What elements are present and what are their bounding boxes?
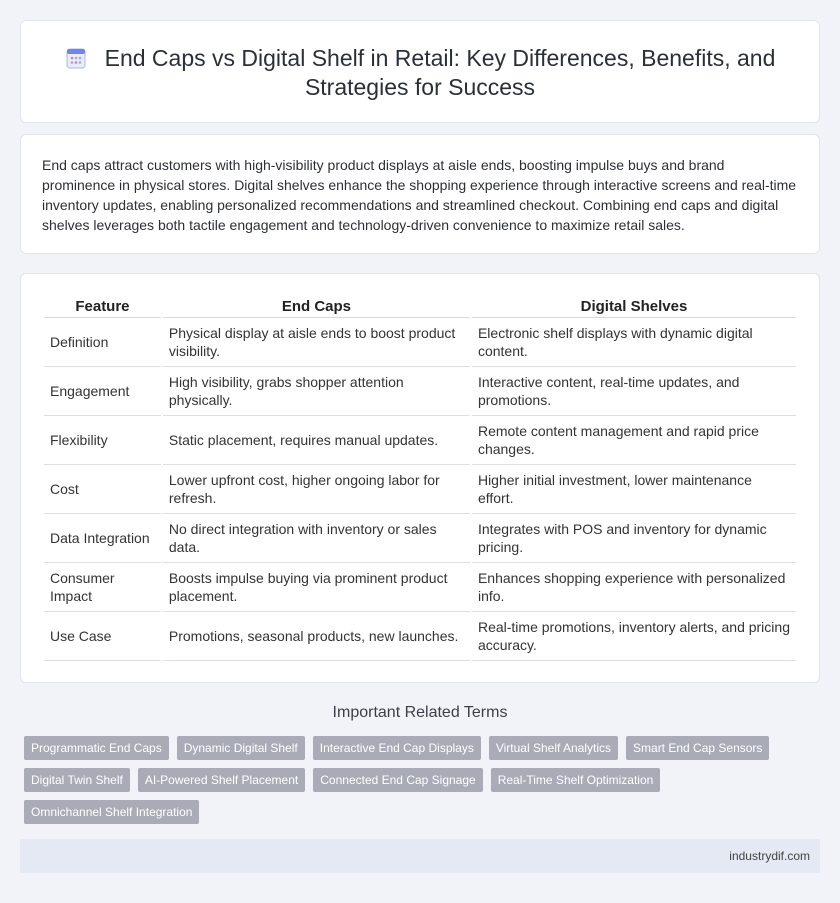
related-term-tag[interactable]: Omnichannel Shelf Integration bbox=[24, 800, 199, 824]
intro-card bbox=[20, 134, 820, 254]
end-caps-cell: Promotions, seasonal products, new launches. bbox=[163, 612, 470, 661]
table-row bbox=[44, 612, 796, 661]
page-title-wrap bbox=[61, 44, 779, 102]
related-term-tag[interactable]: Virtual Shelf Analytics bbox=[489, 736, 618, 760]
intro-paragraph: End caps attract customers with high-visibility product displays at aisle ends, boosting impulse buys and brand prominence in physical stores. Digital shelves enhance the shopping experience through interactive screens and real-time inventory updates, enabling personalized recommendations and streamlined checkout. Combining end caps and digital shelves leverages both tactile engagement and technology-driven convenience to maximize retail sales. bbox=[42, 157, 797, 233]
table-row bbox=[44, 416, 796, 465]
page-title: End Caps vs Digital Shelf in Retail: Key Differences, Benefits, and Strategies for Success bbox=[104, 45, 776, 100]
related-terms-title: Important Related Terms bbox=[332, 704, 508, 721]
related-term-tag[interactable]: Real-Time Shelf Optimization bbox=[491, 768, 661, 792]
end-caps-cell: Static placement, requires manual updates. bbox=[163, 416, 470, 465]
related-term-tag[interactable]: Programmatic End Caps bbox=[24, 736, 169, 760]
digital-shelves-cell: Real-time promotions, inventory alerts, and pricing accuracy. bbox=[472, 612, 796, 661]
related-terms-tags bbox=[24, 736, 784, 832]
feature-cell: Flexibility bbox=[44, 416, 161, 465]
feature-cell: Use Case bbox=[44, 612, 161, 661]
related-term-tag[interactable]: Smart End Cap Sensors bbox=[626, 736, 769, 760]
digital-shelves-cell: Enhances shopping experience with personalized info. bbox=[472, 563, 796, 612]
table-row bbox=[44, 563, 796, 612]
document-grid-icon bbox=[65, 47, 87, 69]
column-header-feature: Feature bbox=[44, 296, 161, 318]
digital-shelves-cell: Electronic shelf displays with dynamic digital content. bbox=[472, 318, 796, 367]
footer-site-link[interactable]: industrydif.com bbox=[729, 849, 810, 863]
digital-shelves-cell: Remote content management and rapid price changes. bbox=[472, 416, 796, 465]
feature-cell: Cost bbox=[44, 465, 161, 514]
feature-cell: Consumer Impact bbox=[44, 563, 161, 612]
header-card bbox=[20, 20, 820, 123]
related-term-tag[interactable]: Dynamic Digital Shelf bbox=[177, 736, 305, 760]
comparison-table bbox=[42, 296, 798, 661]
column-header-digital-shelves: Digital Shelves bbox=[472, 296, 796, 318]
digital-shelves-cell: Integrates with POS and inventory for dynamic pricing. bbox=[472, 514, 796, 563]
related-term-tag[interactable]: AI-Powered Shelf Placement bbox=[138, 768, 305, 792]
end-caps-cell: Boosts impulse buying via prominent product placement. bbox=[163, 563, 470, 612]
comparison-table-card bbox=[20, 273, 820, 683]
feature-cell: Engagement bbox=[44, 367, 161, 416]
digital-shelves-cell: Higher initial investment, lower maintenance effort. bbox=[472, 465, 796, 514]
feature-cell: Definition bbox=[44, 318, 161, 367]
column-header-end-caps: End Caps bbox=[163, 296, 470, 318]
feature-cell: Data Integration bbox=[44, 514, 161, 563]
related-term-tag[interactable]: Connected End Cap Signage bbox=[313, 768, 482, 792]
table-header-row bbox=[44, 296, 796, 318]
related-term-tag[interactable]: Digital Twin Shelf bbox=[24, 768, 130, 792]
table-row bbox=[44, 367, 796, 416]
end-caps-cell: No direct integration with inventory or sales data. bbox=[163, 514, 470, 563]
related-term-tag[interactable]: Interactive End Cap Displays bbox=[313, 736, 481, 760]
footer bbox=[20, 839, 820, 873]
table-row bbox=[44, 514, 796, 563]
digital-shelves-cell: Interactive content, real-time updates, and promotions. bbox=[472, 367, 796, 416]
end-caps-cell: Physical display at aisle ends to boost product visibility. bbox=[163, 318, 470, 367]
table-row bbox=[44, 318, 796, 367]
table-row bbox=[44, 465, 796, 514]
end-caps-cell: Lower upfront cost, higher ongoing labor for refresh. bbox=[163, 465, 470, 514]
end-caps-cell: High visibility, grabs shopper attention physically. bbox=[163, 367, 470, 416]
